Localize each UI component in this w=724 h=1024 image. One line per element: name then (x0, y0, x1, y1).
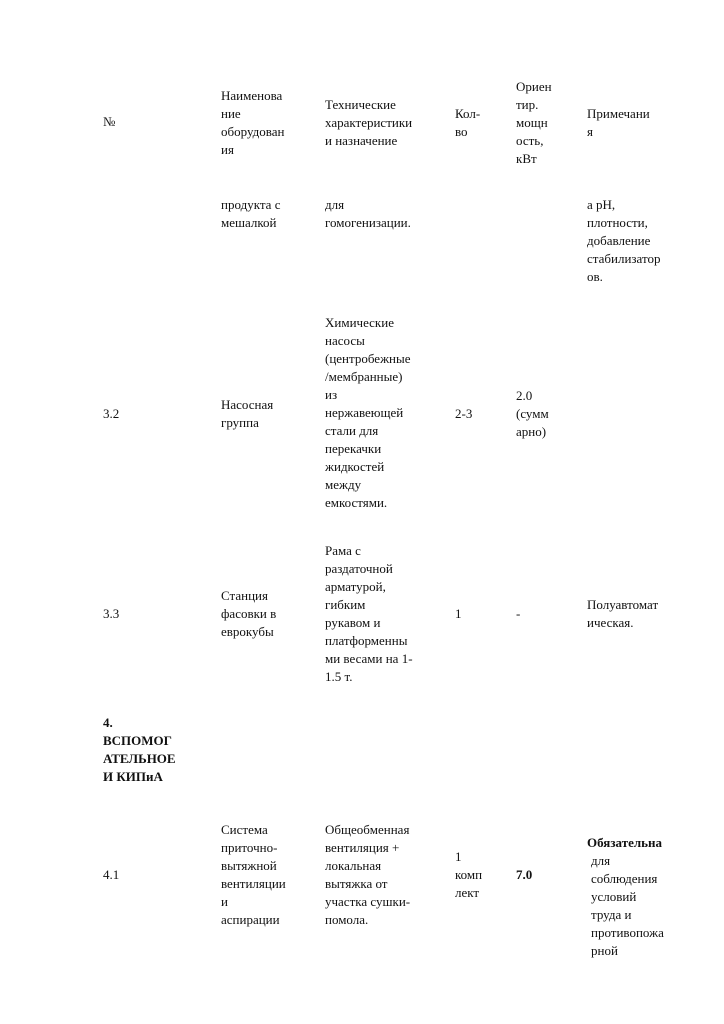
header-equipment-name: Наименова ние оборудован ия (221, 88, 285, 157)
row-3-3-specs: Рама с раздаточной арматурой, гибким рукавом и платформенны ми весами на 1- 1.5 т. (325, 543, 413, 684)
row-3-3-number: 3.3 (103, 606, 120, 621)
row-3-3-notes: Полуавтомат ическая. (587, 597, 659, 630)
header-specifications: Технические характеристики и назначение (325, 97, 413, 148)
row-3-2-quantity: 2-3 (455, 406, 473, 421)
row-4-1-quantity: 1 комп лект (455, 849, 483, 900)
header-number: № (103, 114, 116, 129)
row-3-2-power: 2.0 (сумм арно) (516, 388, 549, 439)
row-3-3-name: Станция фасовки в еврокубы (221, 588, 277, 639)
row-4-1-number: 4.1 (103, 867, 120, 882)
row-4-1-name: Система приточно- вытяжной вентиляции и аспирации (221, 822, 286, 927)
row-4-1-notes-text: для соблюдения условий труда и противопожа рной (591, 853, 664, 958)
cont-row-specs: для гомогенизации. (325, 197, 411, 230)
cont-row-name: продукта с мешалкой (221, 197, 281, 230)
row-3-3-quantity: 1 (455, 606, 462, 621)
row-4-1-notes (587, 816, 687, 978)
header-power: Ориен тир. мощн ость, кВт (516, 79, 552, 166)
section-4-heading: 4. ВСПОМОГ АТЕЛЬНОЕ И КИПиА (103, 715, 176, 784)
header-notes: Примечани я (587, 106, 650, 139)
row-4-1-notes-bold: Обязательна (587, 835, 663, 850)
row-4-1-specs: Общеобменная вентиляция + локальная вытяжка от участка сушки- помола. (325, 822, 411, 927)
row-3-3-power: - (516, 606, 521, 621)
row-3-2-number: 3.2 (103, 406, 120, 421)
header-quantity: Кол- во (455, 106, 481, 139)
row-4-1-power: 7.0 (516, 867, 533, 882)
cont-row-notes: а pH, плотности, добавление стабилизатор ов. (587, 197, 661, 284)
row-3-2-name: Насосная группа (221, 397, 274, 430)
row-3-2-specs: Химические насосы (центробежные /мембранные) из нержавеющей стали для перекачки жидкостей между емкостями. (325, 315, 411, 510)
